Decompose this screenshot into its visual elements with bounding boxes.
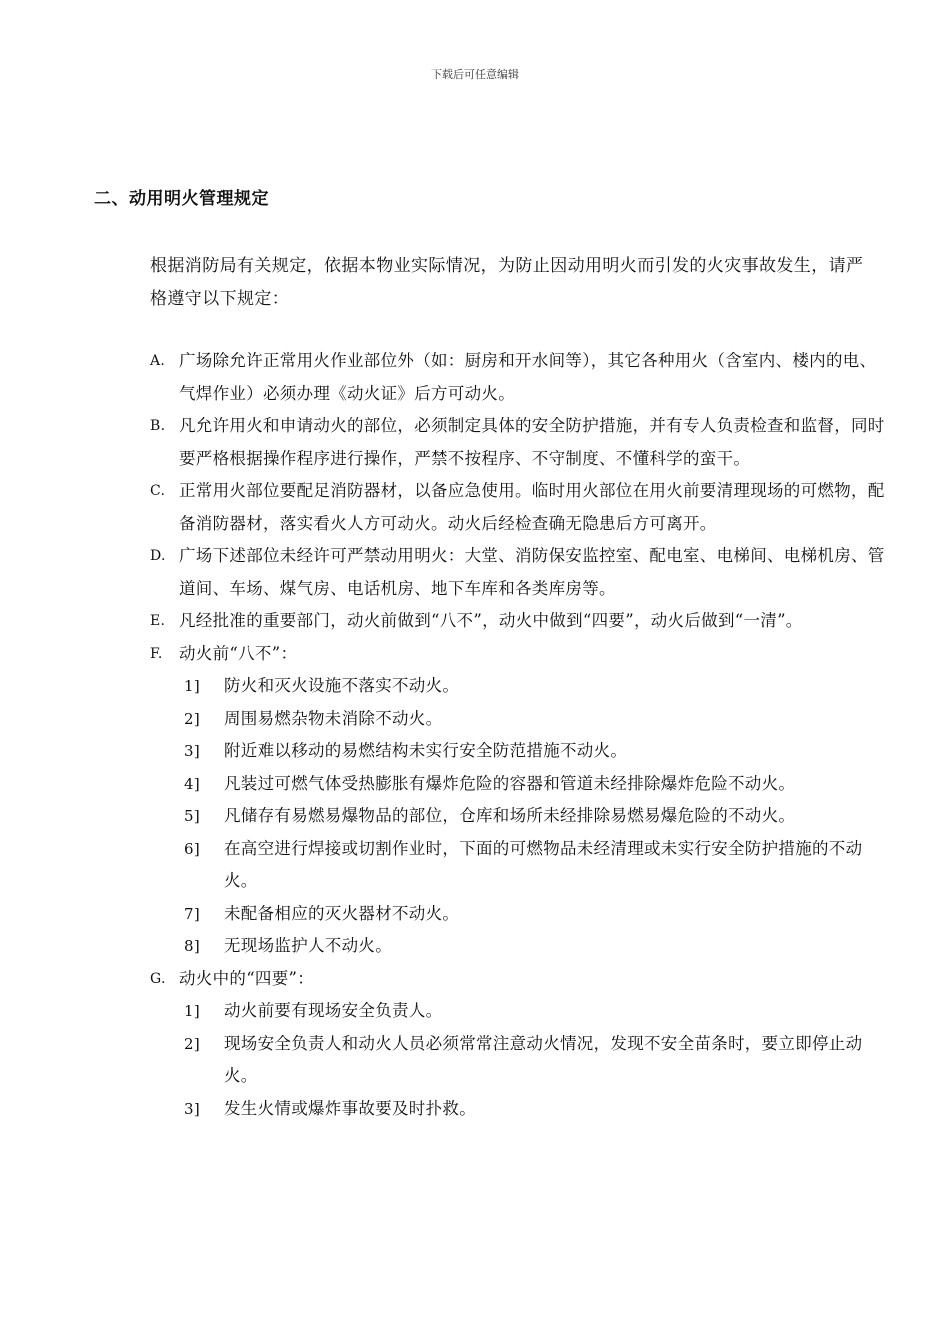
rule-marker: E.	[150, 613, 166, 629]
rule-text: 凡允许用火和申请动火的部位，必须制定具体的安全防护措施，并有专人负责检查和监督，同时要严格根据操作程序进行操作，严禁不按程序、不守制度、不懂科学的蛮干。	[179, 416, 885, 468]
rule-marker: G.	[150, 970, 166, 987]
rule-marker: C.	[150, 483, 166, 499]
rule-item-a	[150, 345, 890, 410]
f-sub-item	[150, 800, 890, 833]
g-sub-item	[150, 1028, 890, 1093]
rules-list	[150, 345, 890, 1125]
page-header: 下载后可任意编辑	[431, 68, 519, 81]
sub-number: 7]	[184, 904, 200, 923]
rule-marker: F.	[150, 645, 163, 662]
rule-marker: D.	[150, 548, 166, 564]
sub-text: 防火和灭火设施不落实不动火。	[224, 676, 460, 695]
sub-text: 未配备相应的灭火器材不动火。	[224, 903, 460, 923]
f-sub-item	[150, 768, 890, 801]
sub-number: 3]	[184, 1099, 200, 1118]
rule-item-f	[150, 638, 890, 671]
sub-text: 凡装过可燃气体受热膨胀有爆炸危险的容器和管道未经排除爆炸危险不动火。	[224, 773, 796, 793]
rule-item-g	[150, 963, 890, 996]
g-sub-item	[150, 1093, 890, 1126]
f-sub-item	[150, 930, 890, 963]
sub-number: 4]	[184, 774, 200, 793]
intro-paragraph: 根据消防局有关规定，依据本物业实际情况，为防止因动用明火而引发的火灾事故发生，请严格遵守以下规定：	[150, 256, 864, 309]
sub-number: 3]	[184, 742, 200, 760]
sub-text: 周围易燃杂物未消除不动火。	[224, 708, 443, 728]
rule-text: 广场下述部位未经许可严禁动用明火：大堂、消防保安监控室、配电室、电梯间、电梯机房、管道间、车场、煤气房、电话机房、地下车库和各类库房等。	[179, 546, 885, 598]
sub-text: 动火前要有现场安全负责人。	[224, 1001, 443, 1020]
sub-text: 附近难以移动的易燃结构未实行安全防范措施不动火。	[224, 741, 628, 760]
rule-text: 凡经批准的重要部门，动火前做到“八不”，动火中做到“四要”，动火后做到“一清”。	[179, 611, 803, 630]
sub-number: 2]	[184, 1034, 200, 1053]
sub-text: 在高空进行焊接或切割作业时，下面的可燃物品未经清理或未实行安全防护措施的不动火。	[224, 838, 863, 890]
rule-item-d	[150, 540, 890, 605]
sub-text: 凡储存有易燃易爆物品的部位，仓库和场所未经排除易燃易爆危险的不动火。	[224, 806, 796, 825]
sub-number: 1]	[184, 677, 200, 695]
f-sub-item	[150, 670, 890, 703]
sub-number: 5]	[184, 807, 200, 825]
sub-text: 现场安全负责人和动火人员必须常常注意动火情况，发现不安全苗条时，要立即停止动火。	[224, 1033, 863, 1085]
section-title: 二、动用明火管理规定	[94, 189, 269, 209]
f-sub-item	[150, 703, 890, 736]
g-sub-item	[150, 995, 890, 1028]
rule-item-e	[150, 605, 890, 638]
rule-item-c	[150, 475, 890, 540]
rule-text: 正常用火部位要配足消防器材，以备应急使用。临时用火部位在用火前要清理现场的可燃物，配备消防器材，落实看火人方可动火。动火后经检查确无隐患后方可离开。	[179, 481, 885, 533]
sub-number: 6]	[184, 839, 200, 858]
sub-number: 8]	[184, 937, 200, 955]
sub-text: 发生火情或爆炸事故要及时扑救。	[224, 1098, 476, 1118]
rule-text: 动火中的“四要”：	[179, 968, 315, 988]
sub-number: 2]	[184, 709, 200, 728]
rule-marker: A.	[150, 353, 166, 369]
f-sub-item	[150, 833, 890, 898]
sub-text: 无现场监护人不动火。	[224, 936, 392, 955]
rule-text: 动火前“八不”：	[179, 643, 298, 663]
f-sub-item	[150, 735, 890, 768]
rule-text: 广场除允许正常用火作业部位外（如：厨房和开水间等），其它各种用火（含室内、楼内的电、气焊作业）必须办理《动火证》后方可动火。	[179, 351, 877, 403]
rule-item-b	[150, 410, 890, 475]
rule-marker: B.	[150, 418, 166, 434]
f-sub-item	[150, 898, 890, 931]
sub-number: 1]	[184, 1002, 200, 1020]
